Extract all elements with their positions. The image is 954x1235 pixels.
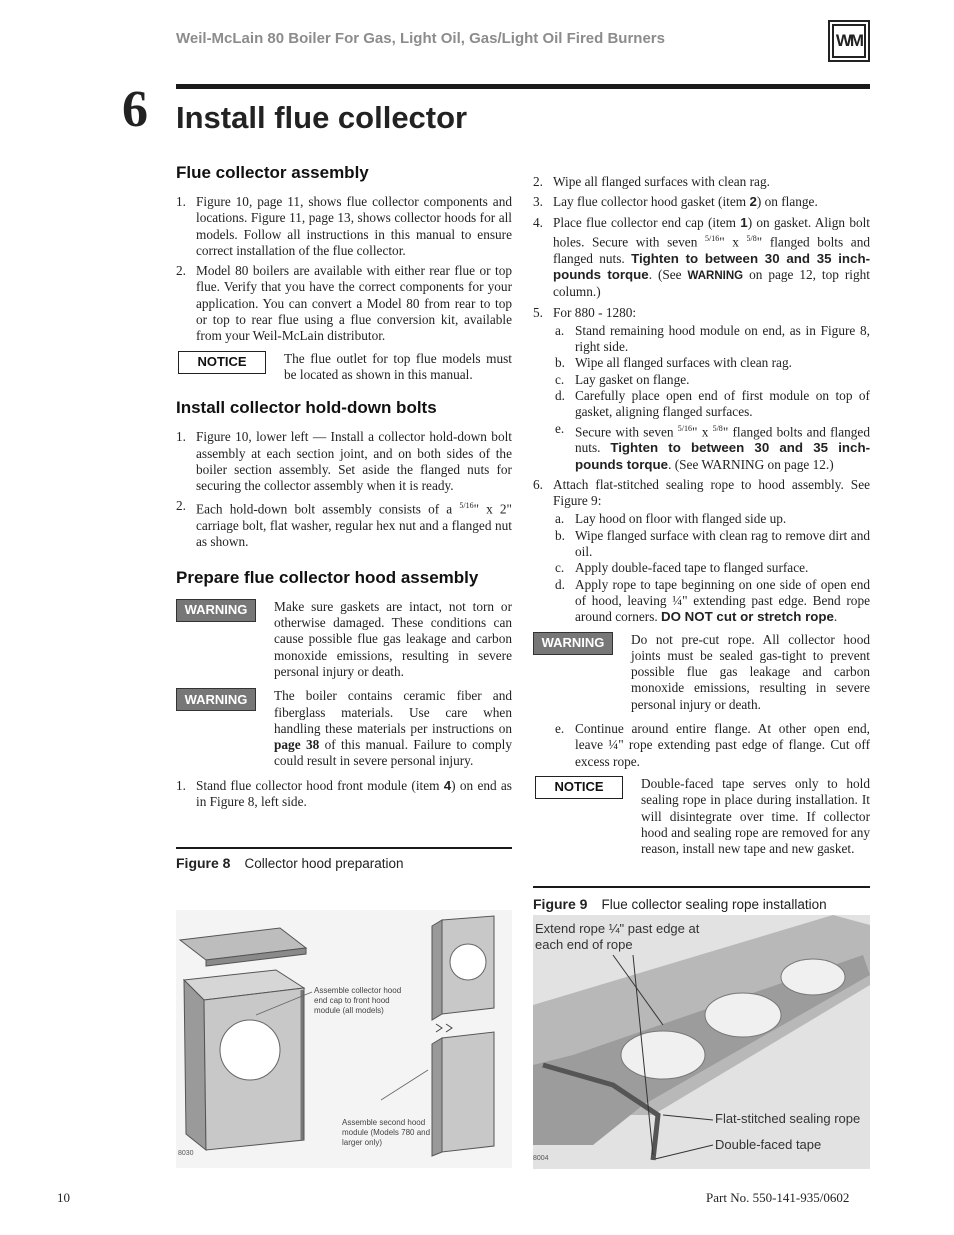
notice-text: The flue outlet for top flue models must be located as shown in this manual. [284, 350, 512, 382]
figure-8-caption: Figure 8 Collector hood preparation [176, 855, 404, 871]
sealing-rope-drawing [533, 915, 870, 1169]
logo-text: WM [832, 24, 866, 58]
sub-item: d. Apply rope to tape beginning on one side of open end of hood, leaving ¼" extending past edge. Bend rope around corners. DO NOT cut or stretch rope. [555, 576, 870, 625]
warning-badge: WARNING [176, 688, 256, 711]
figure-8-callout-2: Assemble second hood module (Models 780 and larger only) [342, 1118, 431, 1147]
figure-9-rule [533, 886, 870, 888]
list-item: 4. Place flue collector end cap (item 1) on gasket. Align bolt holes. Secure with seven $^{5/16}$" x $^{5/8}$" flanged bolts and flanged nuts. Tighten to between 30 and 35 inch-pounds torque. (See WARNING on page 12, top right column.) [533, 214, 870, 300]
list-item: 3. Lay flue collector hood gasket (item 2) on flange. [533, 194, 818, 210]
sub-item: c. Lay gasket on flange. [555, 371, 690, 387]
notice-badge: NOTICE [535, 776, 623, 799]
weil-mclain-logo [828, 20, 870, 62]
figure-8-code: 8030 [178, 1150, 194, 1157]
figure-8-illustration [176, 910, 512, 1168]
sub-item: c. Apply double-faced tape to flanged surface. [555, 560, 809, 576]
section-heading-flue-collector-assembly: Flue collector assembly [176, 163, 369, 182]
section-heading-prepare-hood: Prepare flue collector hood assembly [176, 567, 479, 587]
notice-badge: NOTICE [178, 351, 266, 374]
sub-item: b. Wipe flanged surface with clean rag to remove dirt and oil. [555, 527, 870, 560]
warning-badge: WARNING [176, 599, 256, 622]
figure-8-callout-1: Assemble collector hood end cap to front hood module (all models) [314, 986, 402, 1015]
chapter-title: Install flue collector [176, 100, 468, 135]
figure-9-callout-3: Double-faced tape [715, 1137, 822, 1152]
list-item: 2. Wipe all flanged surfaces with clean rag. [533, 174, 770, 189]
running-header: Weil-McLain 80 Boiler For Gas, Light Oil, Gas/Light Oil Fired Burners [176, 30, 665, 47]
figure-9-caption: Figure 9 Flue collector sealing rope installation [533, 896, 827, 912]
list-item: 1. Stand flue collector hood front module (item 4) on end as in Figure 8, left side. [176, 777, 512, 810]
page-number: 10 [57, 1190, 70, 1205]
figure-8-rule [176, 847, 512, 849]
warning-callout [533, 632, 870, 713]
figure-9-illustration [533, 915, 870, 1169]
sub-item: a. Lay hood on floor with flanged side up. [555, 511, 787, 527]
warning-callout [176, 599, 512, 680]
list-item: 1. Figure 10, page 11, shows flue collector components and locations. Figure 11, page 13, shows collector hoods for all models. Follow all instructions in this manual to ensure correct installation of the flue collector. [176, 194, 512, 258]
list-item: 6. Attach flat-stitched sealing rope to hood assembly. See Figure 9: [533, 476, 870, 509]
figure-9-callout-2: Flat-stitched sealing rope [715, 1111, 861, 1126]
list-item: 5. For 880 - 1280: [533, 304, 637, 320]
sub-item: a. Stand remaining hood module on end, as in Figure 8, right side. [555, 322, 870, 355]
list-item: 1. Figure 10, lower left — Install a collector hold-down bolt assembly at each section joint, and on both sides of the boiler section assembly. Set aside the flanged nuts for securing the collector assembly when it is ready. [176, 429, 512, 494]
warning-text: Do not pre-cut rope. All collector hood joints must be sealed gas-tight to prevent possible flue gas leakage and carbon monoxide emissions, resulting in severe personal injury or death. [631, 631, 870, 712]
chapter-rule [176, 84, 870, 89]
notice-text: Double-faced tape serves only to hold sealing rope in place during installation. It will disintegrate over time. If collector hood and sealing rope are removed for any reason, install new tape and new gasket. [641, 775, 870, 857]
section-heading-hold-down-bolts: Install collector hold-down bolts [176, 398, 437, 418]
warning-badge: WARNING [533, 632, 613, 655]
sub-item: e. Continue around entire flange. At other open end, leave ¼" rope extending past edge of flange. Cut off excess rope. [555, 721, 870, 769]
figure-9-callout-1: Extend rope ¼" past edge at each end of rope [535, 921, 700, 952]
left-column [176, 162, 512, 814]
list-item: 2. Each hold-down bolt assembly consists of a $^{5/16}$" x 2" carriage bolt, flat washer, regular hex nut and a flanged nut as shown. [176, 498, 512, 550]
notice-callout [533, 776, 870, 857]
right-column [533, 174, 870, 865]
chapter-number: 6 [122, 81, 148, 138]
warning-text: The boiler contains ceramic fiber and fiberglass materials. Use care when handling these materials per instructions on page 38 of this manual. Failure to comply could result in severe personal injury. [274, 688, 512, 769]
sub-item: b. Wipe all flanged surfaces with clean rag. [555, 355, 792, 371]
list-item: 2. Model 80 boilers are available with either rear flue or top flue. Verify that you have the correct components for your application. You can convert a Model 80 from rear to top or top to rear flue using a flue conversion kit, available from your Weil-McLain distributor. [176, 263, 512, 344]
sub-item: d. Carefully place open end of first module on top of gasket, aligning flanged surfaces. [555, 387, 870, 420]
part-number: Part No. 550-141-935/0602 [706, 1190, 850, 1205]
notice-callout [176, 351, 512, 384]
sub-item: e. Secure with seven $^{5/16}$" x $^{5/8}$" flanged bolts and flanged nuts. Tighten to between 30 and 35 inch-pounds torque. (See WARNING on page 12.) [555, 420, 870, 472]
figure-9-code: 8004 [533, 1155, 549, 1162]
warning-callout [176, 688, 512, 769]
warning-text: Make sure gaskets are intact, not torn or otherwise damaged. These conditions can cause possible flue gas leakage and carbon monoxide emissions, resulting in severe personal injury or death. [274, 598, 512, 679]
